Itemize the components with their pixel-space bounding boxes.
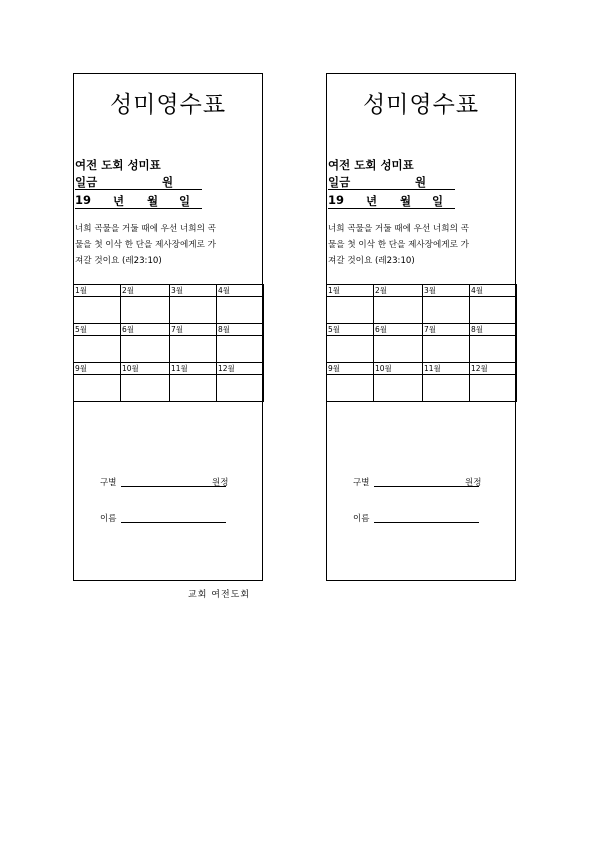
month-cell[interactable] [74,336,121,363]
date-line [328,193,455,209]
name-field[interactable] [100,512,116,524]
month-cell[interactable] [170,297,217,324]
verse-line: 너희 곡물을 거둘 때에 우선 너희의 곡 [328,224,469,234]
month-cell[interactable] [170,375,217,402]
footer-church-name: 교회 여전도회 [188,590,251,600]
month-label: 12월 [217,363,264,375]
month-cell[interactable] [121,297,170,324]
month-cell[interactable] [121,375,170,402]
verse-line: 너희 곡물을 거둘 때에 우선 너희의 곡 [75,224,216,234]
verse-line: 물을 첫 이삭 한 단을 제사장에게로 가 [328,240,469,250]
month-label: 4월 [470,285,517,297]
date-month-suffix: 월 [400,194,412,208]
receipt-title: 성미영수표 [109,92,227,118]
category-field[interactable] [353,476,482,488]
date-month-suffix: 월 [147,194,159,208]
month-label: 8월 [470,324,517,336]
month-cell[interactable] [327,375,374,402]
amount-label: 일금 [75,175,98,189]
month-label: 3월 [423,285,470,297]
month-cell[interactable] [217,297,264,324]
month-cell[interactable] [423,297,470,324]
date-line [75,193,202,209]
name-label: 이름 [100,514,117,524]
church-line: 여전 도회 성미표 [75,158,161,172]
month-cell[interactable] [217,375,264,402]
date-day-suffix: 일 [179,194,191,208]
name-field[interactable] [353,512,369,524]
month-cell[interactable] [327,336,374,363]
amount-label: 일금 [328,175,351,189]
amount-unit: 원 [415,175,427,189]
name-label: 이름 [353,514,370,524]
month-label: 7월 [170,324,217,336]
month-cell[interactable] [74,297,121,324]
category-label: 구별 [100,478,117,488]
month-cell[interactable] [217,336,264,363]
scripture-verse [75,221,263,269]
month-cell[interactable] [74,375,121,402]
month-label: 9월 [74,363,121,375]
name-underline [374,522,479,523]
month-label: 2월 [121,285,170,297]
month-label: 5월 [74,324,121,336]
month-cell[interactable] [423,375,470,402]
month-cell[interactable] [170,336,217,363]
month-label: 10월 [121,363,170,375]
month-label: 12월 [470,363,517,375]
month-label: 11월 [423,363,470,375]
month-label: 1월 [74,285,121,297]
month-label: 9월 [327,363,374,375]
monthly-grid [73,284,264,402]
date-year-suffix: 년 [113,194,125,208]
monthly-grid [326,284,517,402]
receipt-card-left [73,73,263,581]
month-cell[interactable] [470,375,517,402]
month-cell[interactable] [470,297,517,324]
month-cell[interactable] [423,336,470,363]
category-underline [121,486,226,487]
category-unit: 원정 [212,478,229,488]
month-label: 2월 [374,285,423,297]
month-cell[interactable] [374,375,423,402]
category-field[interactable] [100,476,229,488]
amount-line [75,174,202,190]
month-label: 10월 [374,363,423,375]
month-label: 6월 [121,324,170,336]
month-cell[interactable] [327,297,374,324]
month-label: 8월 [217,324,264,336]
month-label: 4월 [217,285,264,297]
date-year-suffix: 년 [366,194,378,208]
category-underline [374,486,479,487]
month-cell[interactable] [374,297,423,324]
name-underline [121,522,226,523]
month-cell[interactable] [121,336,170,363]
verse-line: 물을 첫 이삭 한 단을 제사장에게로 가 [75,240,216,250]
verse-line: 져갈 것이요 (레23:10) [328,256,415,266]
month-label: 11월 [170,363,217,375]
category-unit: 원정 [465,478,482,488]
amount-line [328,174,455,190]
month-label: 6월 [374,324,423,336]
scripture-verse [328,221,516,269]
month-label: 5월 [327,324,374,336]
month-cell[interactable] [470,336,517,363]
month-label: 1월 [327,285,374,297]
category-label: 구별 [353,478,370,488]
date-day-suffix: 일 [432,194,444,208]
date-year: 19 [328,193,345,207]
amount-unit: 원 [162,175,174,189]
receipt-card-right [326,73,516,581]
receipt-title: 성미영수표 [362,92,480,118]
month-label: 7월 [423,324,470,336]
month-cell[interactable] [374,336,423,363]
verse-line: 져갈 것이요 (레23:10) [75,256,162,266]
month-label: 3월 [170,285,217,297]
date-year: 19 [75,193,92,207]
church-line: 여전 도회 성미표 [328,158,414,172]
